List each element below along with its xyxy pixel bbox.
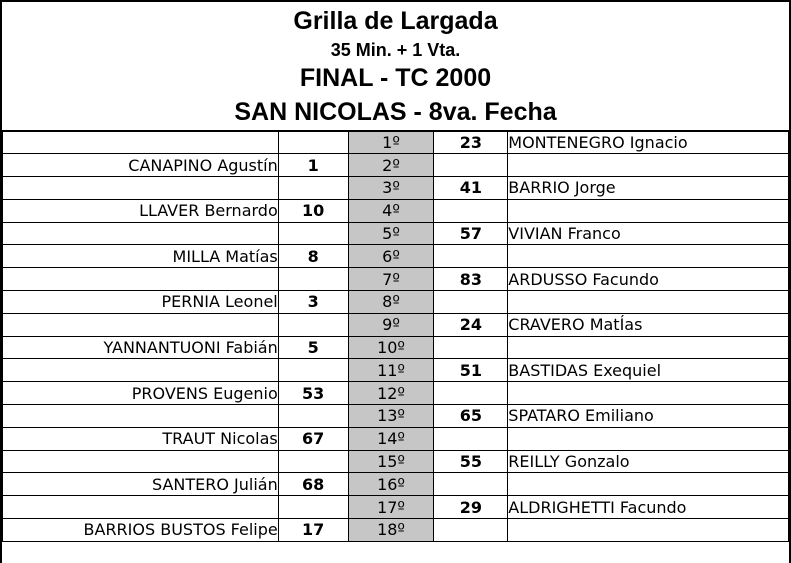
right-driver-name	[508, 336, 789, 359]
grid-row	[3, 496, 789, 519]
grid-row	[3, 359, 789, 382]
right-car-number: 65	[434, 405, 508, 428]
right-driver-name	[508, 519, 789, 542]
left-driver-name	[3, 313, 279, 336]
right-driver-name: SPATARO Emiliano	[508, 405, 789, 428]
grid-row	[3, 268, 789, 291]
left-driver-name: PROVENS Eugenio	[3, 382, 279, 405]
grid-position: 14º	[348, 427, 434, 450]
left-driver-name	[3, 359, 279, 382]
right-driver-name: BASTIDAS Exequiel	[508, 359, 789, 382]
race-format: 35 Min. + 1 Vta.	[330, 40, 461, 60]
left-car-number	[278, 405, 348, 428]
right-driver-name: VIVIAN Franco	[508, 222, 789, 245]
left-driver-name	[3, 405, 279, 428]
right-driver-name	[508, 245, 789, 268]
grid-position: 1º	[348, 131, 434, 154]
left-car-number: 10	[278, 199, 348, 222]
left-driver-name: LLAVER Bernardo	[3, 199, 279, 222]
right-car-number: 55	[434, 450, 508, 473]
grid-position: 5º	[348, 222, 434, 245]
right-car-number: 41	[434, 177, 508, 200]
grid-position: 18º	[348, 519, 434, 542]
right-car-number	[434, 291, 508, 314]
left-car-number	[278, 177, 348, 200]
left-car-number	[278, 131, 348, 154]
grid-row	[3, 131, 789, 154]
grid-position: 7º	[348, 268, 434, 291]
right-car-number: 23	[434, 131, 508, 154]
right-car-number: 83	[434, 268, 508, 291]
left-car-number: 67	[278, 427, 348, 450]
grid-row	[3, 382, 789, 405]
left-car-number	[278, 222, 348, 245]
right-driver-name: MONTENEGRO Ignacio	[508, 131, 789, 154]
grid-row	[3, 405, 789, 428]
right-driver-name	[508, 199, 789, 222]
left-car-number: 53	[278, 382, 348, 405]
race-name: FINAL - TC 2000	[299, 64, 492, 92]
grid-position: 11º	[348, 359, 434, 382]
starting-grid-table	[2, 130, 789, 542]
right-car-number: 57	[434, 222, 508, 245]
grid-row	[3, 199, 789, 222]
right-car-number: 29	[434, 496, 508, 519]
grid-row	[3, 222, 789, 245]
right-car-number: 24	[434, 313, 508, 336]
left-car-number: 8	[278, 245, 348, 268]
left-car-number: 1	[278, 154, 348, 177]
right-car-number	[434, 154, 508, 177]
left-car-number	[278, 450, 348, 473]
right-car-number	[434, 199, 508, 222]
right-car-number	[434, 336, 508, 359]
sheet-header	[2, 2, 789, 130]
right-car-number	[434, 427, 508, 450]
right-car-number	[434, 382, 508, 405]
left-driver-name: MILLA Matías	[3, 245, 279, 268]
grid-position: 6º	[348, 245, 434, 268]
left-driver-name	[3, 222, 279, 245]
left-car-number	[278, 268, 348, 291]
left-driver-name	[3, 496, 279, 519]
left-car-number	[278, 359, 348, 382]
grid-position: 17º	[348, 496, 434, 519]
left-driver-name: SANTERO Julián	[3, 473, 279, 496]
left-driver-name: BARRIOS BUSTOS Felipe	[3, 519, 279, 542]
right-driver-name	[508, 382, 789, 405]
grid-row	[3, 177, 789, 200]
left-driver-name: PERNIA Leonel	[3, 291, 279, 314]
grid-row	[3, 245, 789, 268]
grid-row	[3, 473, 789, 496]
left-driver-name	[3, 450, 279, 473]
left-car-number: 17	[278, 519, 348, 542]
left-driver-name	[3, 177, 279, 200]
left-car-number: 5	[278, 336, 348, 359]
grid-position: 4º	[348, 199, 434, 222]
left-driver-name: TRAUT Nicolas	[3, 427, 279, 450]
left-car-number	[278, 496, 348, 519]
grid-position: 15º	[348, 450, 434, 473]
left-driver-name: YANNANTUONI Fabián	[3, 336, 279, 359]
grid-row	[3, 450, 789, 473]
grid-row	[3, 313, 789, 336]
right-car-number	[434, 519, 508, 542]
grid-body	[3, 131, 789, 541]
right-car-number	[434, 245, 508, 268]
grid-position: 16º	[348, 473, 434, 496]
right-driver-name: REILLY Gonzalo	[508, 450, 789, 473]
right-driver-name: ARDUSSO Facundo	[508, 268, 789, 291]
grid-position: 3º	[348, 177, 434, 200]
right-driver-name	[508, 154, 789, 177]
left-driver-name	[3, 268, 279, 291]
right-driver-name: BARRIO Jorge	[508, 177, 789, 200]
grid-row	[3, 336, 789, 359]
grid-position: 8º	[348, 291, 434, 314]
grid-position: 2º	[348, 154, 434, 177]
left-driver-name: CANAPINO Agustín	[3, 154, 279, 177]
left-car-number: 3	[278, 291, 348, 314]
right-driver-name	[508, 291, 789, 314]
event-name: SAN NICOLAS - 8va. Fecha	[234, 98, 557, 126]
grid-row	[3, 427, 789, 450]
right-driver-name: ALDRIGHETTI Facundo	[508, 496, 789, 519]
right-driver-name	[508, 473, 789, 496]
grid-position: 13º	[348, 405, 434, 428]
left-driver-name	[3, 131, 279, 154]
right-driver-name: CRAVERO MatÍas	[508, 313, 789, 336]
sheet-title: Grilla de Largada	[293, 7, 498, 35]
grid-position: 10º	[348, 336, 434, 359]
left-car-number	[278, 313, 348, 336]
grid-position: 12º	[348, 382, 434, 405]
grid-row	[3, 519, 789, 542]
right-car-number	[434, 473, 508, 496]
right-car-number: 51	[434, 359, 508, 382]
right-driver-name	[508, 427, 789, 450]
grid-position: 9º	[348, 313, 434, 336]
grid-row	[3, 291, 789, 314]
grid-row	[3, 154, 789, 177]
left-car-number: 68	[278, 473, 348, 496]
